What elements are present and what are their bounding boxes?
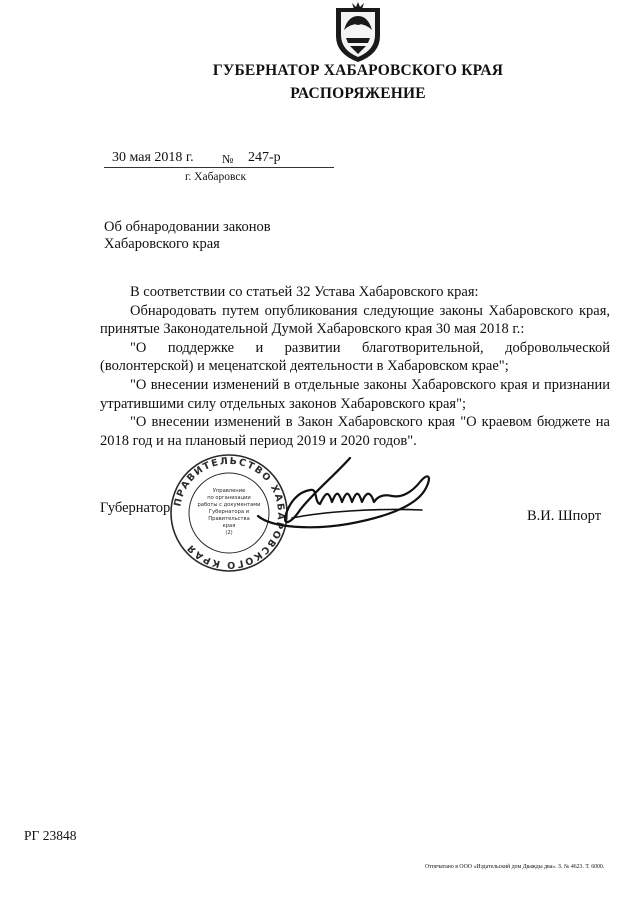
seal-center-line: по организации <box>207 495 251 501</box>
coat-of-arms-emblem <box>332 2 384 64</box>
document-type: РАСПОРЯЖЕНИЕ <box>290 85 426 102</box>
issuer-title: ГУБЕРНАТОР ХАБАРОВСКОГО КРАЯ <box>212 62 504 79</box>
body-paragraph-basis: В соответствии со статьей 32 Устава Хабаровского края: <box>130 284 479 300</box>
seal-ring-text: ПРАВИТЕЛЬСТВО ХАБАРОВСКОГО КРАЯ <box>172 455 287 571</box>
document-body <box>100 283 610 450</box>
document-subject <box>104 219 271 253</box>
document-city: г. Хабаровск <box>185 171 247 183</box>
seal-center-line: (2) <box>225 530 233 536</box>
body-paragraph-law-1: "О поддержке и развитии благотворительной, добровольческой (волонтерской) и меценатской деятельности в Хабаровском крае"; <box>100 339 610 375</box>
seal-center-line: работы с документами <box>197 502 261 508</box>
handwritten-signature <box>252 452 442 542</box>
body-paragraph-order: Обнародовать путем опубликования следующие законы Хабаровского края, принятые Законодательной Думой Хабаровского края 30 мая 2018 г.: <box>100 302 610 338</box>
seal-center-line: Управление <box>212 488 246 494</box>
seal-center-line: Правительства <box>208 516 250 522</box>
signatory-name: В.И. Шпорт <box>527 508 602 524</box>
printer-imprint: Отпечатано в ООО «Издательский дом Дважды два». З. № 4623. Т. 6000. <box>425 864 605 870</box>
body-paragraph-law-3: "О внесении изменений в Закон Хабаровского края "О краевом бюджете на 2018 год и на плановый период 2019 и 2020 годов". <box>100 414 610 449</box>
registration-code: РГ 23848 <box>24 828 77 843</box>
seal-center-line: Губернатора и <box>208 509 250 515</box>
date-underline <box>104 167 334 168</box>
body-paragraph-law-2: "О внесении изменений в отдельные законы Хабаровского края и признании утратившими силу отдельных законов Хабаровского края"; <box>100 376 610 412</box>
number-sign: № <box>222 152 234 166</box>
signatory-title: Губернатор <box>100 500 171 516</box>
seal-center-line: края <box>222 523 236 529</box>
document-number: 247-р <box>248 150 281 165</box>
document-date: 30 мая 2018 г. <box>112 150 194 165</box>
subject-line-1: Об обнародовании законов <box>104 219 271 235</box>
subject-line-2: Хабаровского края <box>104 236 220 252</box>
